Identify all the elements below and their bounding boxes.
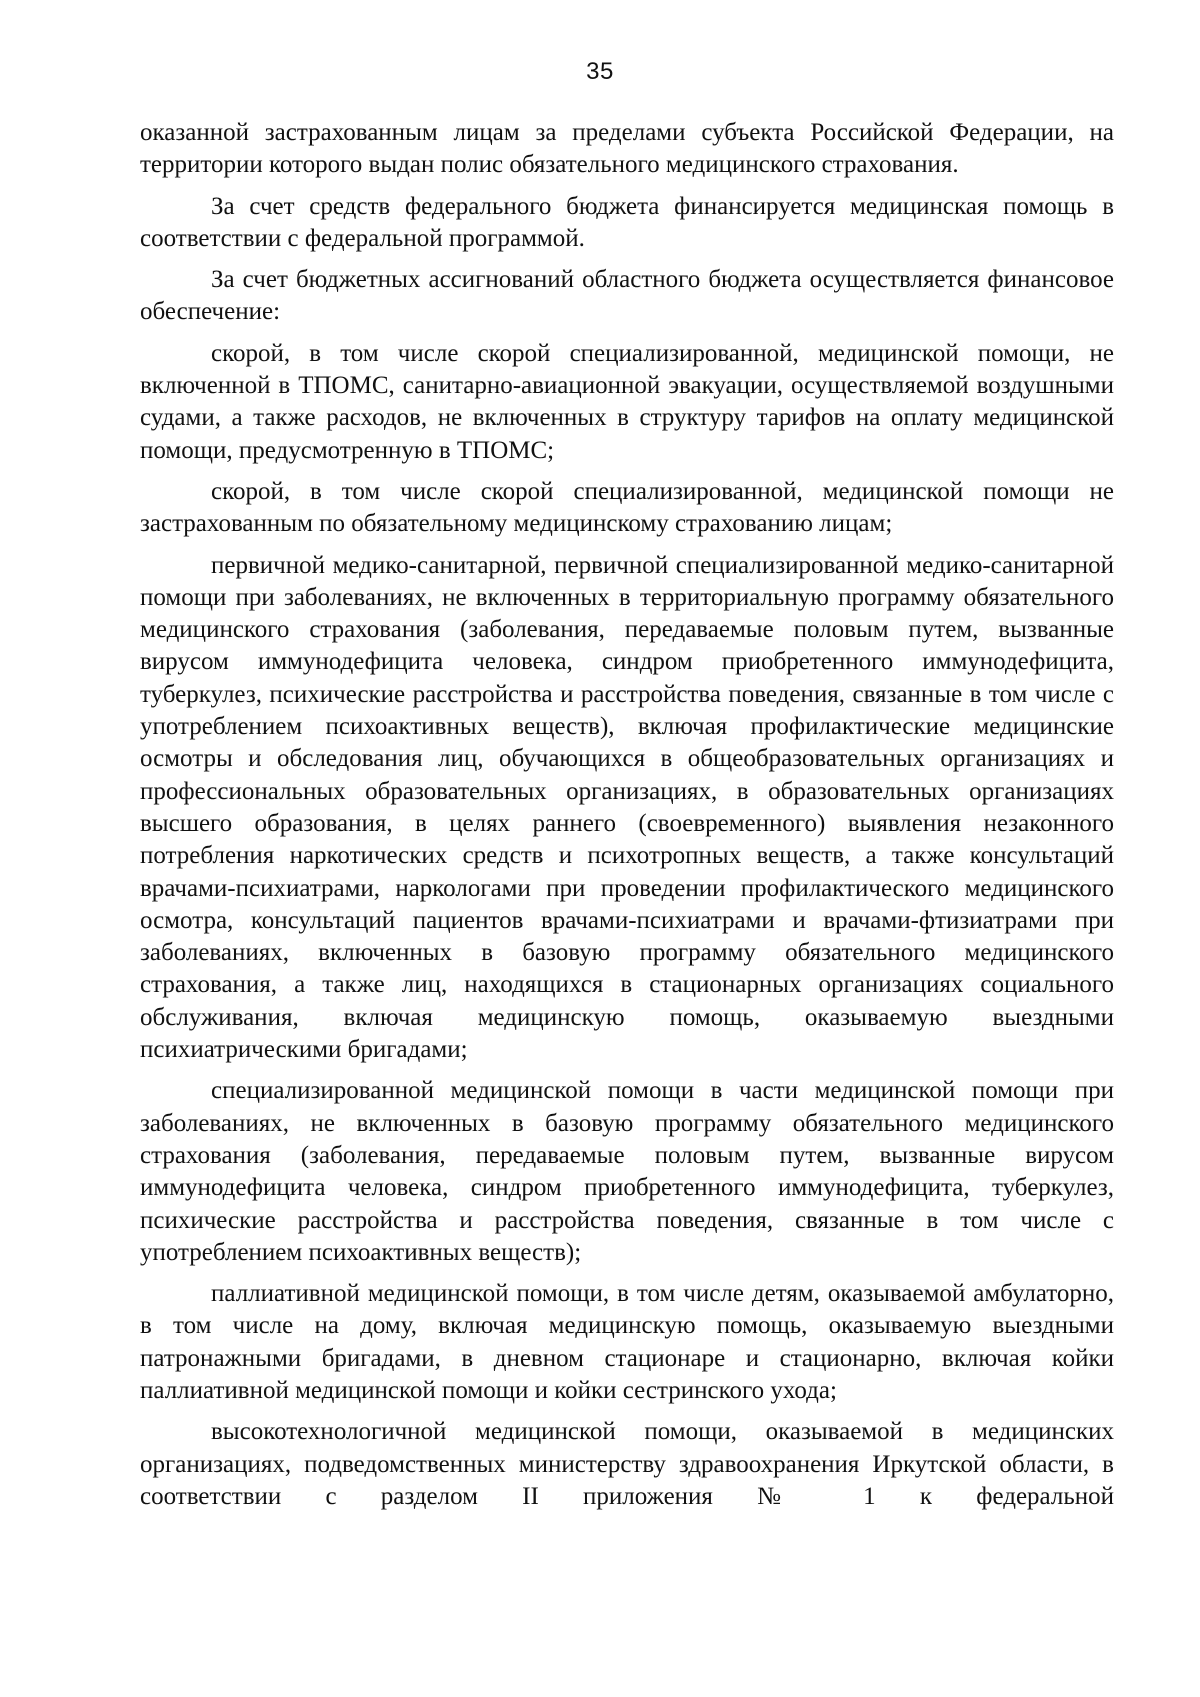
paragraph-emergency-care: скорой, в том числе скорой специализированной, медицинской помощи, не включенной в ТПОМС, санитарно-авиационной эвакуации, осуществляемой воздушными судами, а также расходов, не включенных в структуру тарифов на оплату медицинской помощи, предусмотренную в ТПОМС; (140, 339, 1114, 464)
paragraph-emergency-uninsured: скорой, в том числе скорой специализированной, медицинской помощи не застрахованным по обязательному медицинскому страхованию лицам; (140, 477, 1114, 538)
paragraph-federal-budget: За счет средств федерального бюджета финансируется медицинская помощь в соответствии с федеральной программой. (140, 192, 1114, 252)
paragraph-continuation: оказанной застрахованным лицам за пределами субъекта Российской Федерации, на территории которого выдан полис обязательного медицинского страхования. (140, 119, 1114, 179)
paragraph-palliative-care: паллиативной медицинской помощи, в том числе детям, оказываемой амбулаторно, в том числе на дому, включая медицинскую помощь, оказываемую выездными патронажными бригадами, в дневном стационаре и стационарно, включая койки паллиативной медицинской помощи и койки сестринского ухода; (140, 1280, 1114, 1404)
page-number: 35 (586, 58, 614, 85)
paragraph-primary-care: первичной медико-санитарной, первичной специализированной медико-санитарной помощи при заболеваниях, не включенных в территориальную программу обязательного медицинского страхования (заболевания, передаваемые половым путем, вызванные вирусом иммунодефицита человека, синдром приобретенного иммунодефицита, туберкулез, психические расстройства и расстройства поведения, связанные в том числе с употреблением психоактивных веществ), включая профилактические медицинские осмотры и обследования лиц, обучающихся в общеобразовательных организациях и профессиональных образовательных организациях, в образовательных организациях высшего образования, в целях раннего (своевременного) выявления незаконного потребления наркотических средств и психотропных веществ, а также консультаций врачами-психиатрами, наркологами при проведении профилактического медицинского осмотра, консультаций пациентов врачами-психиатрами и врачами-фтизиатрами при заболеваниях, включенных в базовую программу обязательного медицинского страхования, а также лиц, находящихся в стационарных организациях социального обслуживания, включая медицинскую помощь, оказываемую выездными психиатрическими бригадами; (140, 551, 1114, 1064)
paragraph-high-tech-care: высокотехнологичной медицинской помощи, оказываемой в медицинских организациях, подведомственных министерству здравоохранения Иркутской области, в соответствии с разделом II приложения № 1 к федеральной (140, 1418, 1114, 1510)
paragraph-specialized-care: специализированной медицинской помощи в части медицинской помощи при заболеваниях, не включенных в базовую программу обязательного медицинского страхования (заболевания, передаваемые половым путем, вызванные вирусом иммунодефицита человека, синдром приобретенного иммунодефицита, туберкулез, психические расстройства и расстройства поведения, связанные в том числе с употреблением психоактивных веществ); (140, 1077, 1114, 1266)
paragraph-regional-budget: За счет бюджетных ассигнований областного бюджета осуществляется финансовое обеспечение: (140, 266, 1114, 326)
document-body (140, 117, 1114, 1513)
